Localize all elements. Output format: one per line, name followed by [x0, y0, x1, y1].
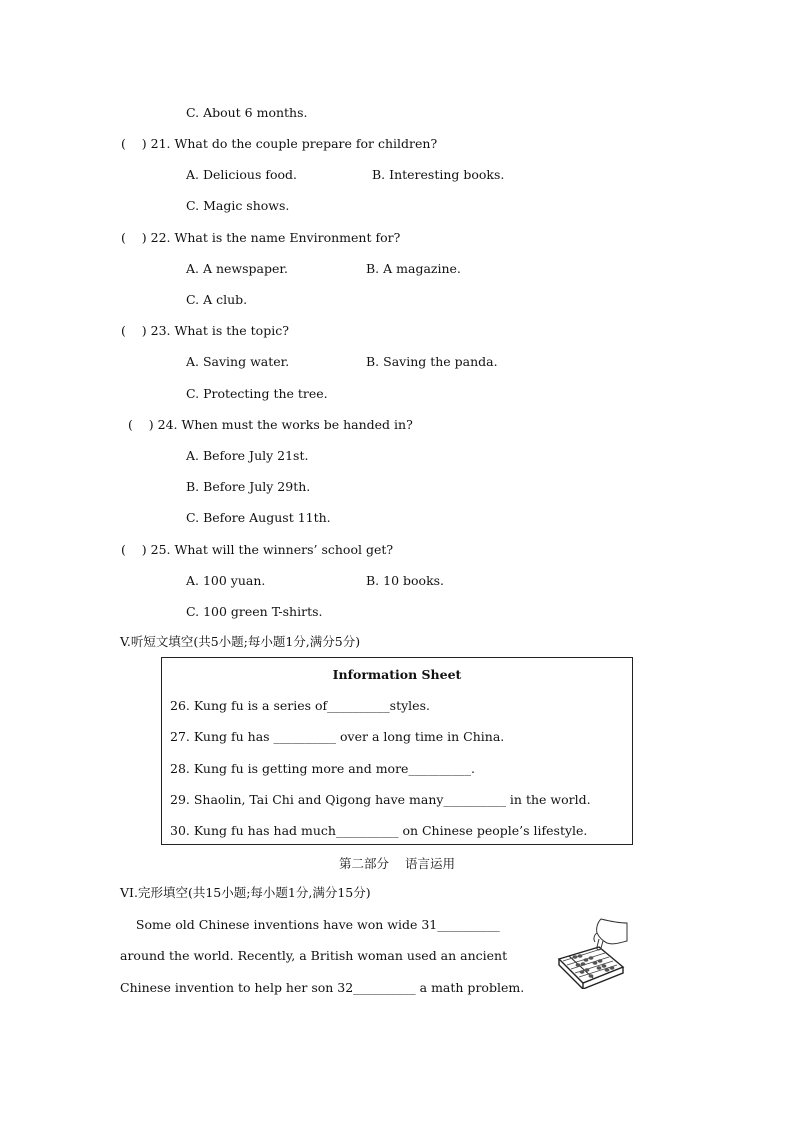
q25-option-b: B. 10 books. [366, 573, 445, 588]
sheet-item-27: 27. Kung fu has __________ over a long time in China. [170, 729, 505, 744]
section-6-heading: VI.完形填空(共15小题;每小题1分,满分15分) [120, 885, 371, 900]
cloze-line-3: Chinese invention to help her son 32__________ a math problem. [120, 980, 525, 995]
q23-option-a: A. Saving water. [186, 354, 290, 369]
cloze-line-2: around the world. Recently, a British woman used an ancient [120, 948, 508, 963]
q25-option-c: C. 100 green T-shirts. [186, 604, 323, 619]
section-5-heading: V.听短文填空(共5小题;每小题1分,满分5分) [120, 634, 361, 649]
q25-option-a: A. 100 yuan. [186, 573, 266, 588]
q21-option-c: C. Magic shows. [186, 198, 290, 213]
q21-option-b: B. Interesting books. [372, 167, 505, 182]
question-24: ( ) 24. When must the works be handed in? [128, 417, 413, 432]
sheet-item-28: 28. Kung fu is getting more and more__________. [170, 761, 475, 776]
question-25: ( ) 25. What will the winners’ school get? [121, 542, 394, 557]
question-21: ( ) 21. What do the couple prepare for children? [121, 136, 438, 151]
q21-option-a: A. Delicious food. [186, 167, 298, 182]
sheet-item-29: 29. Shaolin, Tai Chi and Qigong have many__________ in the world. [170, 792, 591, 807]
question-22: ( ) 22. What is the name Environment for? [121, 230, 401, 245]
abacus-illustration [553, 917, 629, 989]
cloze-line-1: Some old Chinese inventions have won wide 31__________ [120, 917, 500, 932]
q23-option-c: C. Protecting the tree. [186, 386, 328, 401]
q24-option-a: A. Before July 21st. [186, 448, 309, 463]
part-2-title: 第二部分 语言运用 [339, 856, 455, 871]
q24-option-c: C. Before August 11th. [186, 510, 331, 525]
q23-option-b: B. Saving the panda. [366, 354, 498, 369]
q22-option-a: A. A newspaper. [186, 261, 288, 276]
information-sheet-title: Information Sheet [332, 667, 462, 682]
q22-option-b: B. A magazine. [366, 261, 461, 276]
sheet-item-30: 30. Kung fu has had much__________ on Chinese people’s lifestyle. [170, 823, 588, 838]
q24-option-b: B. Before July 29th. [186, 479, 311, 494]
sheet-item-26: 26. Kung fu is a series of__________styles. [170, 698, 430, 713]
q20-option-c: C. About 6 months. [186, 105, 308, 120]
q22-option-c: C. A club. [186, 292, 248, 307]
question-23: ( ) 23. What is the topic? [121, 323, 289, 338]
information-sheet [161, 657, 633, 845]
